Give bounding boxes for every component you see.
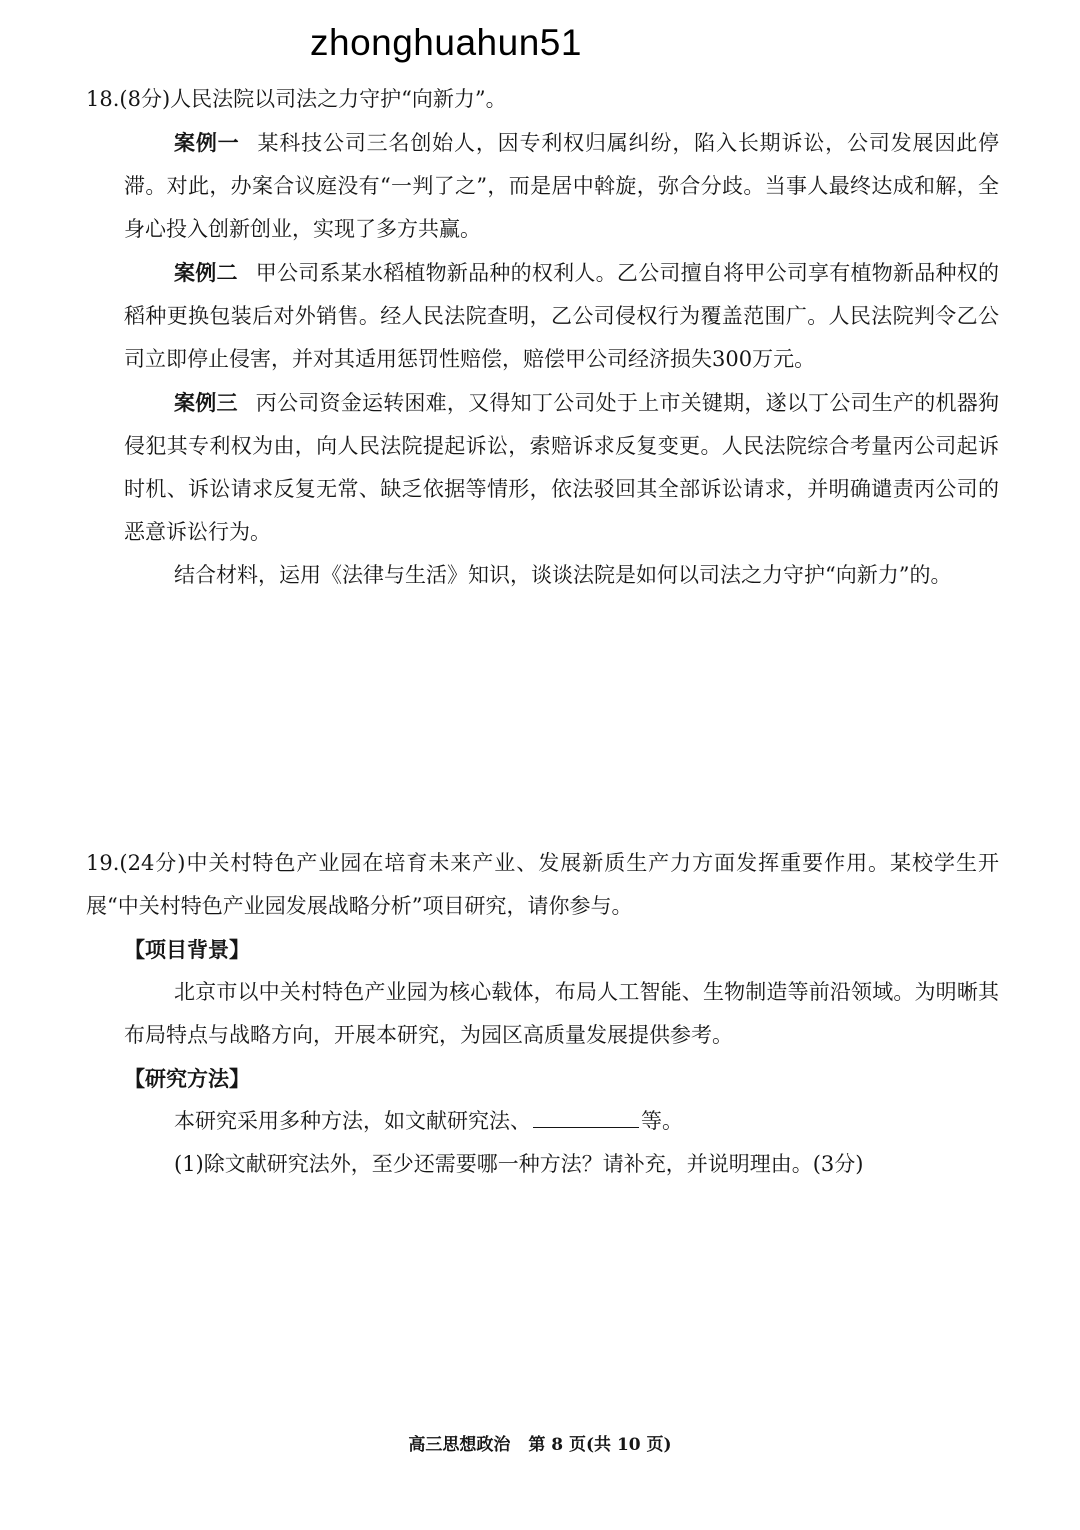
method-text-before: 本研究采用多种方法，如文献研究法、 <box>174 1109 531 1133</box>
case-2-text: 甲公司系某水稻植物新品种的权利人。乙公司擅自将甲公司享有植物新品种权的稻种更换包装后对外销售。经人民法院查明，乙公司侵权行为覆盖范围广。人民法院判令乙公司立即停止侵害，并对其适用惩罚性赔偿，赔偿甲公司经济损失300万元。 <box>124 261 1000 371</box>
case-2-label: 案例二 <box>174 260 238 285</box>
q18-stem: 18.(8分)人民法院以司法之力守护“向新力”。 <box>86 87 507 111</box>
method-text <box>124 1100 999 1143</box>
background-text: 北京市以中关村特色产业园为核心载体，布局人工智能、生物制造等前沿领域。为明晰其布局特点与战略方向，开展本研究，为园区高质量发展提供参考。 <box>124 980 999 1047</box>
q19-stem: 19.(24分)中关村特色产业园在培育未来产业、发展新质生产力方面发挥重要作用。某校学生开展“中关村特色产业园发展战略分析”项目研究，请你参与。 <box>86 851 999 918</box>
page-footer <box>0 1430 1080 1455</box>
answer-blank[interactable] <box>533 1105 639 1128</box>
footer-subject: 高三思想政治 <box>408 1435 511 1455</box>
q18-question: 结合材料，运用《法律与生活》知识，谈谈法院是如何以司法之力守护“向新力”的。 <box>174 563 952 587</box>
q18-case-3 <box>124 381 999 554</box>
q18-case-2 <box>124 251 999 381</box>
case-3-label: 案例三 <box>174 390 238 415</box>
case-1-label: 案例一 <box>174 130 240 155</box>
question-18 <box>86 78 1000 597</box>
case-3-text: 丙公司资金运转困难，又得知丁公司处于上市关键期，遂以丁公司生产的机器狗侵犯其专利权为由，向人民法院提起诉讼，索赔诉求反复变更。人民法院综合考量丙公司起诉时机、诉讼请求反复无常、缺乏依据等情形，依法驳回其全部诉讼请求，并明确谴责丙公司的恶意诉讼行为。 <box>124 391 1000 544</box>
background-heading: 【项目背景】 <box>124 937 250 962</box>
footer-page-number: 第 8 页(共 10 页) <box>528 1435 672 1455</box>
q19-sub-question-1: (1)除文献研究法外，至少还需要哪一种方法？请补充，并说明理由。(3分) <box>174 1152 864 1176</box>
case-1-text: 某科技公司三名创始人，因专利权归属纠纷，陷入长期诉讼，公司发展因此停滞。对此，办案合议庭没有“一判了之”，而是居中斡旋，弥合分歧。当事人最终达成和解，全身心投入创新创业，实现了多方共赢。 <box>124 131 999 241</box>
method-heading: 【研究方法】 <box>124 1066 250 1091</box>
method-text-after: 等。 <box>641 1109 683 1133</box>
question-19 <box>86 842 999 1186</box>
q18-case-1 <box>124 121 999 251</box>
watermark: zhonghuahun51 <box>310 22 582 63</box>
